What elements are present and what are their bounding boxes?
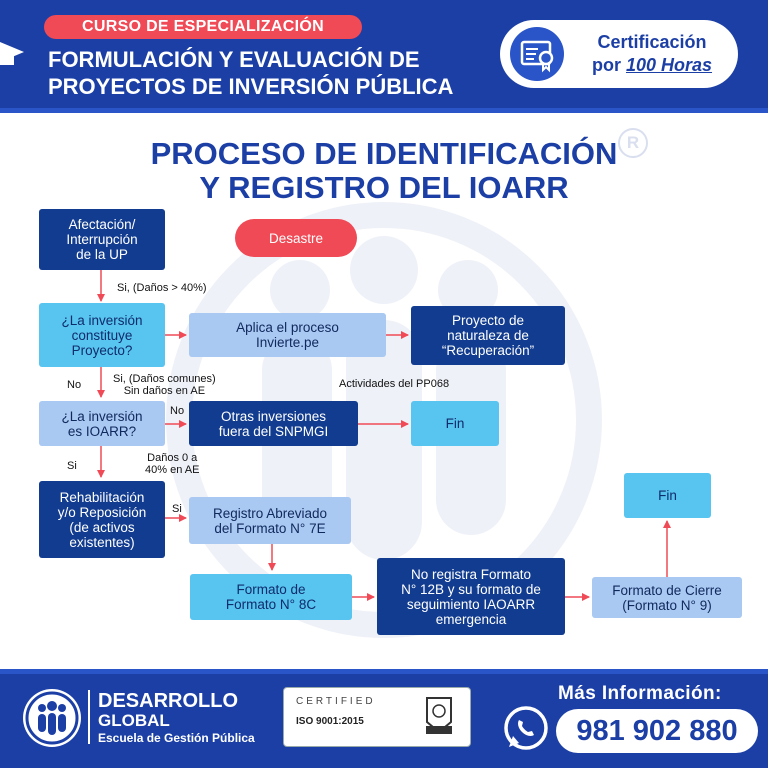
node-otras-inversiones-text: Otras inversiones fuera del SNPMGI: [218, 408, 329, 439]
whatsapp-icon[interactable]: [503, 705, 549, 751]
label-si-2: Si: [172, 503, 182, 515]
course-title-line2: PROYECTOS DE INVERSIÓN PÚBLICA: [48, 74, 454, 99]
brand-name-line2: GLOBAL: [98, 711, 170, 730]
course-badge: CURSO DE ESPECIALIZACIÓN: [44, 15, 362, 39]
node-registro-abreviado: [189, 497, 351, 544]
node-fin-2-text: Fin: [658, 488, 677, 503]
node-no-registra: [377, 558, 565, 635]
label-danos-40: Si, (Daños > 40%): [117, 282, 207, 294]
brand-logo: [23, 689, 81, 747]
registered-mark: R: [618, 128, 648, 158]
node-proyecto-recuperacion-text: Proyecto de naturaleza de “Recuperación”: [441, 313, 535, 358]
node-afectacion-text: Afectación/ Interrupción de la UP: [66, 217, 138, 262]
node-rehabilitacion-text: Rehabilitación y/o Reposición (de activos existentes): [57, 489, 147, 550]
node-fin-1-text: Fin: [445, 416, 465, 431]
node-desastre: [235, 219, 357, 257]
node-rehabilitacion: [39, 481, 165, 558]
cert-hours: 100 Horas: [625, 55, 713, 75]
node-aplica-invierte: [189, 313, 386, 357]
bureau-veritas-seal-icon: [424, 696, 454, 736]
label-no-2: No: [170, 405, 185, 417]
iso-certification-badge: [283, 687, 471, 747]
node-fin-1: [411, 401, 499, 446]
label-actividades: Actividades del PP068: [339, 378, 450, 390]
diagram-title-line2: Y REGISTRO DEL IOARR: [199, 170, 569, 205]
brand-name-line1: DESARROLLO: [98, 690, 238, 712]
node-constituye-proyecto: [39, 303, 165, 367]
brand-tagline: Escuela de Gestión Pública: [98, 731, 255, 745]
node-no-registra-text: No registra Formato N° 12B y su formato de seguimiento IAOARR emergencia: [401, 566, 541, 627]
node-desastre-text: Desastre: [268, 230, 324, 246]
cert-text-line1: Certificación: [597, 32, 707, 52]
node-fin-2: [624, 473, 711, 518]
label-danos-comunes: Si, (Daños comunes) Sin daños en AE: [113, 373, 216, 397]
brand-divider: [88, 690, 90, 744]
node-es-ioarr-text: ¿La inversión es IOARR?: [61, 408, 143, 439]
more-info-label: Más Información:: [558, 683, 722, 704]
node-formato-cierre: [592, 577, 742, 618]
node-es-ioarr: [39, 401, 165, 446]
iso-number: ISO 9001:2015: [296, 716, 364, 727]
node-formato-cierre-text: Formato de Cierre (Formato N° 9): [612, 582, 722, 613]
node-registro-abreviado-text: Registro Abreviado del Formato N° 7E: [212, 505, 328, 536]
node-aplica-invierte-text: Aplica el proceso Invierte.pe: [236, 320, 339, 350]
label-danos-0-40: Daños 0 a 40% en AE: [145, 452, 200, 476]
node-otras-inversiones: [189, 401, 358, 446]
node-constituye-proyecto-text: ¿La inversión constituye Proyecto?: [61, 312, 143, 358]
node-afectacion: [39, 209, 165, 270]
node-proyecto-recuperacion: [411, 306, 565, 365]
iso-certified-text: CERTIFIED: [296, 696, 376, 707]
label-no-1: No: [67, 379, 82, 391]
cert-prefix: por: [591, 55, 626, 75]
diagram-title-line1: PROCESO DE IDENTIFICACIÓN: [150, 136, 618, 171]
node-formato-8c: [190, 574, 352, 620]
people-icon: [23, 689, 81, 747]
phone-number[interactable]: 981 902 880: [556, 709, 758, 753]
node-formato-8c-text: Formato de Formato N° 8C: [225, 582, 317, 612]
course-title-line1: FORMULACIÓN Y EVALUACIÓN DE: [48, 47, 420, 72]
label-si-1: Si: [67, 460, 77, 472]
